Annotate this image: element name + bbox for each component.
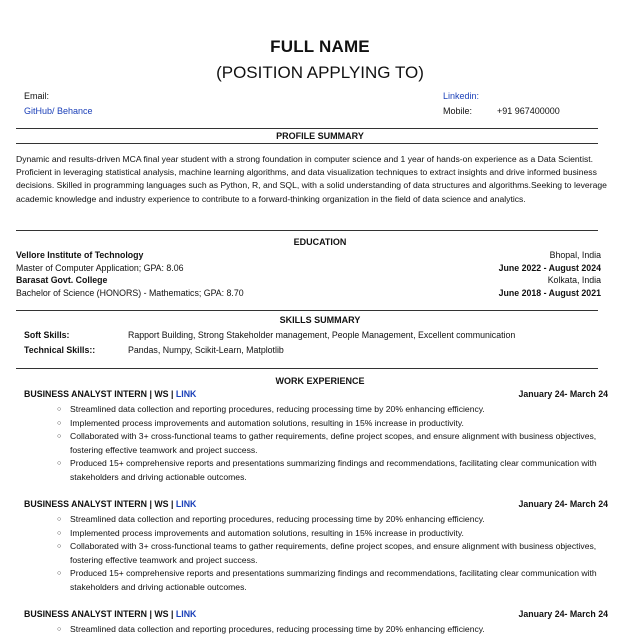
divider [16, 143, 598, 144]
skills-summary-heading: SKILLS SUMMARY [279, 315, 361, 325]
education-dates: June 2018 - August 2021 [498, 288, 601, 298]
job-dates: January 24- March 24 [518, 389, 608, 399]
job-bullets [60, 403, 608, 484]
degree: Master of Computer Application; GPA: 8.06 [16, 263, 184, 273]
job-link[interactable]: LINK [175, 389, 197, 399]
education-entry-details [16, 288, 601, 300]
job-bullets [60, 623, 608, 637]
list-item: ○ Produced 15+ comprehensive reports and presentations summarizing findings and recommendations, facilitating clear communication with stakeholders and driving actionable outcomes. [60, 567, 608, 594]
school-name: Barasat Govt. College [16, 275, 108, 285]
job-role: BUSINESS ANALYST INTERN | WS | [24, 389, 176, 399]
job-header [24, 609, 608, 623]
mobile-value: +91 967400000 [497, 106, 560, 116]
list-item: ○ Produced 15+ comprehensive reports and presentations summarizing findings and recommendations, facilitating clear communication with stakeholders and driving actionable outcomes. [60, 457, 608, 484]
divider [16, 128, 598, 129]
profile-summary-heading: PROFILE SUMMARY [276, 131, 364, 141]
technical-skills-row [24, 345, 284, 357]
position-title: (POSITION APPLYING TO) [216, 63, 424, 82]
job-bullets [60, 513, 608, 594]
profile-summary-text: Dynamic and results-driven MCA final year student with a strong foundation in computer science and 1 year of hands-on experience as a Data Scientist. Proficient in leveraging statistical analysis, machine learning algorithms, and data visualization techniques to extract insights and drive informed business decisions. Skilled in programming languages such as Python, R, and SQL, with a solid understanding of data structures and algorithms.Seeking to leverage academic knowledge and industry experience to contribute to a forward-thinking organization in the field of data science and analytics. [16, 154, 607, 204]
soft-skills-row [24, 330, 515, 342]
education-dates: June 2022 - August 2024 [498, 263, 601, 273]
soft-skills-value: Rapport Building, Strong Stakeholder management, People Management, Excellent communication [128, 330, 516, 340]
mobile-label: Mobile: [443, 106, 473, 116]
job-header [24, 389, 608, 403]
list-item: ○ Streamlined data collection and reporting procedures, reducing processing time by 20% enhancing efficiency. [60, 513, 608, 527]
technical-skills-value: Pandas, Numpy, Scikit-Learn, Matplotlib [128, 345, 284, 355]
education-entry-details [16, 263, 601, 275]
education-entry [16, 250, 601, 262]
job-header [24, 499, 608, 513]
education-entry [16, 275, 601, 287]
divider [16, 230, 598, 231]
job-dates: January 24- March 24 [518, 609, 608, 619]
linkedin-link[interactable]: Linkedin: [443, 91, 480, 101]
job-role: BUSINESS ANALYST INTERN | WS | [24, 499, 176, 509]
technical-skills-label: Technical Skills:: [24, 345, 96, 355]
job-link[interactable]: LINK [175, 499, 197, 509]
degree: Bachelor of Science (HONORS) - Mathematics; GPA: 8.70 [16, 288, 244, 298]
job-entry [24, 499, 608, 594]
school-location: Bhopal, India [549, 250, 601, 260]
soft-skills-label: Soft Skills: [24, 330, 70, 340]
school-name: Vellore Institute of Technology [16, 250, 144, 260]
divider [16, 310, 598, 311]
github-link[interactable]: GitHub/ Behance [24, 106, 93, 116]
job-dates: January 24- March 24 [518, 499, 608, 509]
list-item: ○ Streamlined data collection and reporting procedures, reducing processing time by 20% enhancing efficiency. [60, 623, 608, 637]
list-item: ○ Collaborated with 3+ cross-functional teams to gather requirements, define project scopes, and ensure alignment with business objectives, fostering effective teamwork and project success. [60, 540, 608, 567]
divider [16, 368, 598, 369]
education-heading: EDUCATION [293, 237, 347, 247]
work-experience-heading: WORK EXPERIENCE [275, 376, 365, 386]
email-label: Email: [24, 91, 50, 101]
job-role: BUSINESS ANALYST INTERN | WS | [24, 609, 176, 619]
job-entry [24, 609, 608, 637]
list-item: ○ Implemented process improvements and automation solutions, resulting in 15% increase in productivity. [60, 527, 608, 541]
list-item: ○ Streamlined data collection and reporting procedures, reducing processing time by 20% enhancing efficiency. [60, 403, 608, 417]
school-location: Kolkata, India [547, 275, 601, 285]
full-name: FULL NAME [270, 37, 370, 56]
job-entry [24, 389, 608, 484]
list-item: ○ Implemented process improvements and automation solutions, resulting in 15% increase in productivity. [60, 417, 608, 431]
job-link[interactable]: LINK [175, 609, 197, 619]
list-item: ○ Collaborated with 3+ cross-functional teams to gather requirements, define project scopes, and ensure alignment with business objectives, fostering effective teamwork and project success. [60, 430, 608, 457]
